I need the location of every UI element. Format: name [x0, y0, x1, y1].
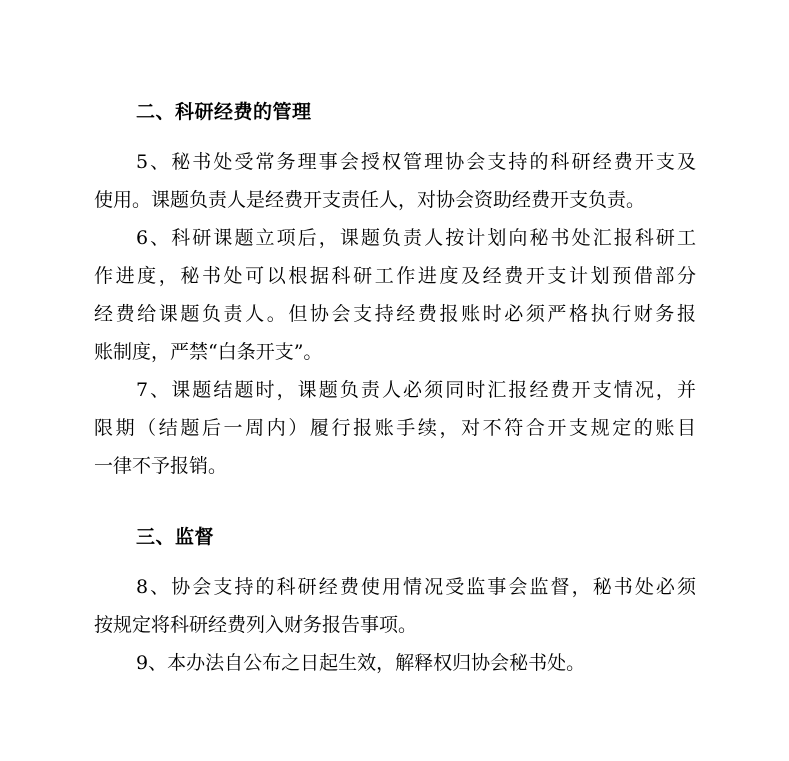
paragraph-6-line-3: 经费给课题负责人。但协会支持经费报账时必须严格执行财务报 [94, 303, 696, 325]
paragraph-8 [94, 568, 696, 644]
section-heading-supervision: 三、监督 [136, 526, 215, 548]
paragraph-5 [94, 143, 696, 219]
paragraph-9-line-1: 9、本办法自公布之日起生效，解释权归协会秘书处。 [136, 652, 586, 674]
paragraph-6-line-2: 作进度，秘书处可以根据科研工作进度及经费开支计划预借部分 [94, 265, 696, 287]
paragraph-7-line-2: 限期（结题后一周内）履行报账手续，对不符合开支规定的账目 [94, 417, 696, 439]
paragraph-8-line-1: 8、协会支持的科研经费使用情况受监事会监督，秘书处必须 [136, 576, 696, 598]
paragraph-6-line-1: 6、科研课题立项后，课题负责人按计划向秘书处汇报科研工 [136, 227, 696, 249]
paragraph-7 [94, 371, 696, 485]
paragraph-5-line-1: 5、秘书处受常务理事会授权管理协会支持的科研经费开支及 [136, 151, 696, 173]
paragraph-8-line-2: 按规定将科研经费列入财务报告事项。 [94, 614, 418, 636]
paragraph-7-line-1: 7、课题结题时，课题负责人必须同时汇报经费开支情况，并 [136, 379, 696, 401]
paragraph-6-line-4: 账制度，严禁“白条开支”。 [94, 341, 323, 363]
paragraph-9 [94, 644, 696, 682]
paragraph-6 [94, 219, 696, 371]
paragraph-5-line-2: 使用。课题负责人是经费开支责任人，对协会资助经费开支负责。 [94, 189, 646, 211]
paragraph-7-line-3: 一律不予报销。 [94, 455, 228, 477]
section-heading-management: 二、科研经费的管理 [136, 101, 312, 123]
